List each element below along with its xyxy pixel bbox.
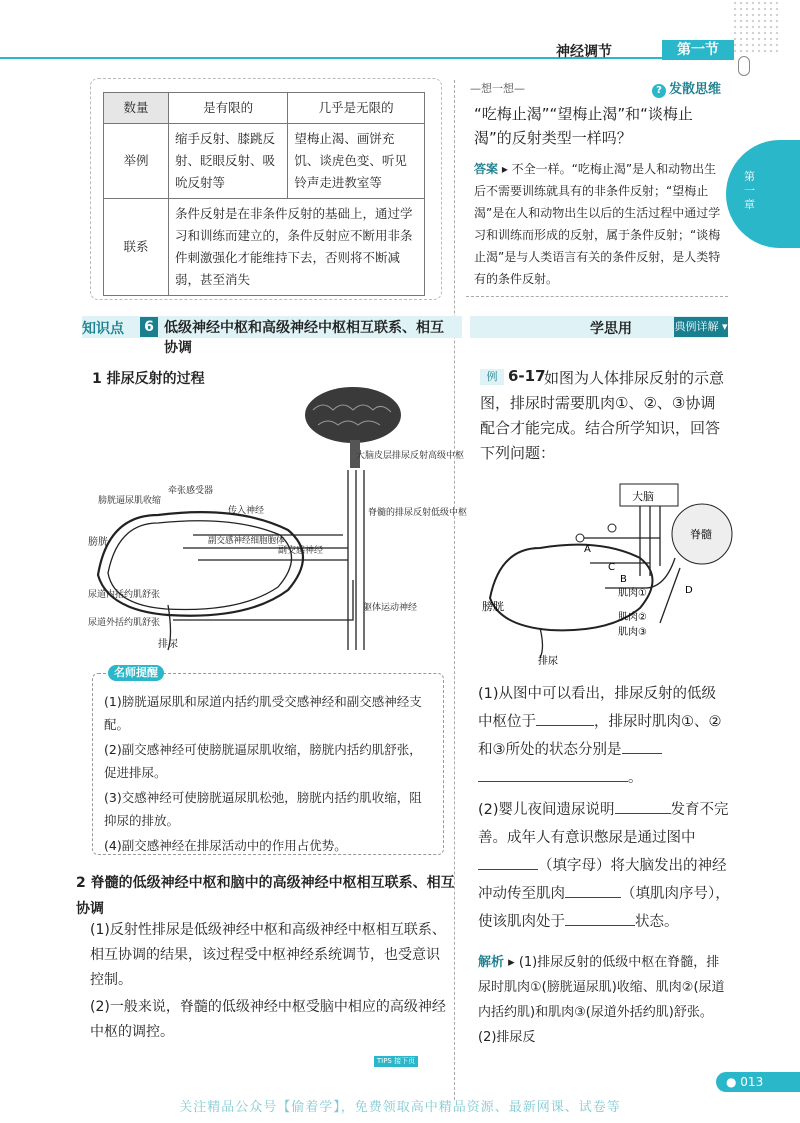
diagram-label: 牵张感受器 [168,486,214,496]
diagram-label: B [620,574,627,585]
section-body [90,918,452,1047]
list-item: (2)副交感神经可使膀胱逼尿肌收缩，膀胱内括约肌舒张，促进排尿。 [104,742,422,780]
list-item: (4)副交感神经在排尿活动中的作用占优势。 [104,838,347,853]
diagram-label: 肌肉② [618,612,647,623]
table-cell: 缩手反射、膝跳反射、眨眼反射、吸吮反射等 [169,124,288,199]
diagram-label: 肌肉③ [618,627,647,638]
practice-tag: 典例详解 ▾ [674,317,728,337]
table-row [104,93,425,124]
paragraph: (2)一般来说，脊髓的低级神经中枢受脑中相应的高级神经中枢的调控。 [90,999,446,1040]
chapter-title: 神经调节 [556,44,612,60]
next-column-tip: TIPS 接下页左栏 [374,1056,418,1067]
think-bottom-rule [466,296,728,297]
answer-blank[interactable] [565,909,635,926]
diagram-label: 排尿 [158,639,178,650]
tips-title: 名师提醒 [108,665,164,681]
knowledge-tag: 知识点 [82,321,124,337]
table-cell: 数量 [104,93,169,124]
example-tag: 例 [480,369,504,385]
knowledge-number: 6 [140,317,158,337]
table-cell: 是有限的 [169,93,288,124]
example-stem: 如图为人体排尿反射的示意图，排尿时需要肌肉①、②、③协调配合才能完成。结合所学知识，回答下列问题： [480,369,725,462]
list-item: (1)膀胱逼尿肌和尿道内括约肌受交感神经和副交感神经支配。 [104,694,422,732]
hanger-icon [738,56,750,76]
section-heading: 2 脊髓的低级神经中枢和脑中的高级神经中枢相互联系、相互协调 [76,875,455,917]
answer-blank[interactable] [478,853,538,870]
header-dot-pattern [732,0,782,56]
example-number: 6-17 [508,367,546,385]
diagram-label: 传入神经 [228,506,265,516]
practice-title: 学思用 [590,321,632,337]
example-questions [478,680,730,940]
diagram-label: A [584,544,591,555]
think-question: “吃梅止渴”“望梅止渴”和“谈梅止渴”的反射类型一样吗？ [474,105,693,147]
header-rule [0,57,720,59]
column-divider [454,80,455,1100]
think-answer: 答案 ▸ 不全一样。“吃梅止渴”是人和动物出生后不需要训练就具有的非条件反射；“望梅止渴”是在人和动物出生以后的生活过程中通过学习和训练而形成的反射，属于条件反射；“谈梅止渴”是与人类语言有关的条件反射，是人类特有的条件反射。 [474,162,721,286]
table-cell: 举例 [104,124,169,199]
section-tab: 第一节 [662,40,734,60]
answer-blank[interactable] [622,737,662,754]
knowledge-title: 低级神经中枢和高级神经中枢相互联系、相互协调 [164,320,444,356]
tips-list [104,690,434,859]
diagram-label: 副交感神经细胞胞体 [208,536,285,546]
example-diagram [480,478,730,668]
section-heading: 1 排尿反射的过程 [92,371,205,387]
table-row [104,124,425,199]
diverge-tag: ? 发散思维 [652,78,721,98]
analysis-label: 解析 [478,955,505,970]
diagram-label: 尿道外括约肌舒张 [88,618,161,628]
side-chapter-tab [726,140,800,248]
question-2: (2)婴儿夜间遗尿说明 发育不完善。成年人有意识憋尿是通过图中（填字母）将大脑发出的神经冲动传至肌肉 （填肌肉序号），使该肌肉处于 状态。 [478,796,730,936]
diagram-label: 大脑皮层排尿反射高级中枢 [356,451,465,461]
diagram-label: 膀胱 [482,600,504,613]
answer-blank[interactable] [615,797,671,814]
table-cell: 联系 [104,199,169,296]
paragraph: (1)反射性排尿是低级神经中枢和高级神经中枢相互联系、相互协调的结果，该过程受中枢神经系统调节，也受意识控制。 [90,922,446,988]
table-cell: 望梅止渴、画饼充饥、谈虎色变、听见铃声走进教室等 [288,124,425,199]
table-cell: 条件反射是在非条件反射的基础上，通过学习和训练而建立的，条件反射应不断用非条件刺激强化才能维持下去，否则将不断减弱，甚至消失 [169,199,425,296]
diagram-label: 排尿 [538,656,558,667]
urination-reflex-diagram [88,385,468,665]
answer-blank[interactable] [536,709,594,726]
answer-blank[interactable] [478,765,628,782]
diagram-label: D [685,585,693,596]
page-number: ● 013 [716,1072,800,1092]
table-row [104,199,425,296]
watermark: 关注精品公众号【偷着学】，免费领取高中精品资源、最新网课、试卷等 [179,1100,621,1115]
question-1: (1)从图中可以看出，排尿反射的低级中枢位于 ，排尿时肌肉①、②和③所处的状态分别是 。 [478,686,722,786]
diagram-label: 膀胱逼尿肌收缩 [98,496,162,506]
reflex-comparison-table [103,92,425,296]
diagram-label: 大脑 [632,490,654,503]
side-tab-label: 第一章 [744,170,755,211]
answer-label: 答案 [474,162,499,176]
diagram-label: C [608,562,615,573]
diagram-label: 尿道内括约肌舒张 [88,590,161,600]
diagram-label: 副交感神经 [278,546,324,556]
question-icon: ? [652,84,666,98]
diagram-label: 躯体运动神经 [363,603,418,613]
diagram-label: 脊髓 [690,528,712,541]
diagram-label: 膀胱 [88,537,108,548]
table-cell: 几乎是无限的 [288,93,425,124]
diagram-label: 肌肉① [618,588,647,599]
list-item: (3)交感神经可使膀胱逼尿肌松弛，膀胱内括约肌收缩，阻抑尿的排放。 [104,790,422,828]
analysis: 解析 ▸ (1)排尿反射的低级中枢在脊髓，排尿时肌肉①(膀胱逼尿肌)收缩、肌肉②(尿道内括约肌)和肌肉③(尿道外括约肌)舒张。(2)排尿反 [478,955,725,1045]
diagram-label: 脊髓的排尿反射低级中枢 [368,508,468,518]
think-label: —想一想— [470,82,525,95]
answer-blank[interactable] [565,881,621,898]
